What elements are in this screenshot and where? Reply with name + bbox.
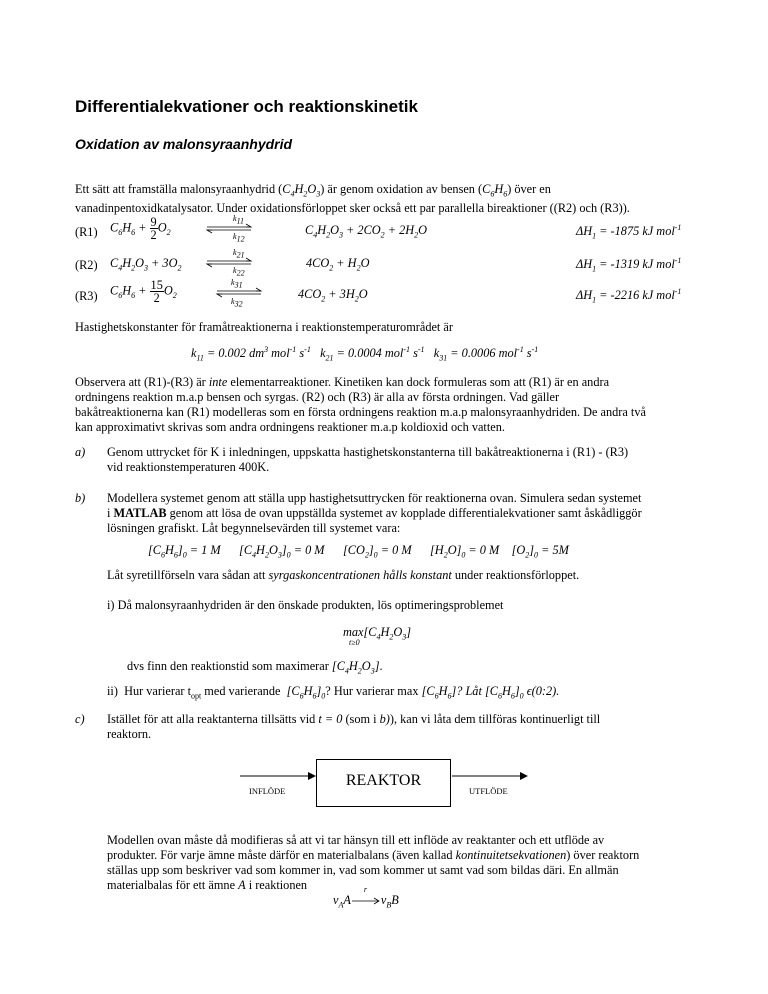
item-c-text: Istället för att alla reaktanterna tillsätts vid t = 0 (som i b)), kan vi låta dem tillföras kontinuerligt till reaktorn. (107, 712, 601, 741)
reaction-label: (R1) (75, 225, 98, 239)
item-b-label: b) (75, 491, 86, 505)
subitem-ii: ii) Hur varierar $t_{opt}$ med varierande $[C_6H_6]_0$? Hur varierar $\max [C_6H_6]$? Låt $[C_6H_6]_0$ ϵ(0:2). (107, 684, 560, 701)
enthalpy-value: $\Delta H_1 = -2216$ kJ mol$^{-1}$ (576, 287, 682, 305)
rate-constant-backward: $k_{32}$ (231, 297, 243, 309)
item-a-text: Genom uttrycket för K i inledningen, uppskatta hastighetskonstanterna till bakåtreaktionerna i (R1) - (R3) vid reaktionstemperaturen 400K. (107, 445, 629, 474)
equilibrium-arrows (205, 216, 255, 240)
reactor-label: REAKTOR (345, 772, 422, 789)
model-paragraph: Modellen ovan måste då modifieras så att vi tar hänsyn till ett inflöde av reaktanter och ett utflöde av produkter. För varje ämne måste därför en materialbalans (även kallad kontinuitetsekvationen) över reaktorn ställas upp som beskriver vad som kommer in, vad som kommer ut samt vad som bildas däri. En allmän materialbalas för ett ämne A i reaktionen (107, 833, 640, 892)
rate-constant-backward: $k_{22}$ (233, 266, 245, 278)
rate-intro: Hastighetskonstanter för framåtreaktionerna i reaktionstemperaturområdet är (75, 320, 453, 334)
reaction-rhs: $4CO_2 + 3H_2O$ (298, 287, 368, 304)
equilibrium-arrows (205, 250, 255, 274)
item-a-label: a) (75, 445, 86, 459)
reaction-lhs: $C_6H_6$ + $\frac{15}{2}$ $O_2$ (110, 278, 177, 305)
rate-constant-forward: $k_{21}$ (233, 248, 245, 260)
section-title: Oxidation av malonsyraanhydrid (75, 136, 293, 152)
intro-paragraph (75, 182, 693, 216)
reaction-lhs: $C_4H_2O_3 + 3O_2$ (110, 256, 182, 273)
general-reaction: $\nu_AA$ r $\nu_BB$ (333, 885, 399, 910)
page-title: Differentialekvationer och reaktionskinetik (75, 97, 418, 116)
subitem-i: i) Då malonsyraanhydriden är den önskade produkten, lös optimeringsproblemet (107, 598, 504, 612)
rate-constant-forward: $k_{11}$ (233, 214, 244, 226)
dvs-line: dvs finn den reaktionstid som maximerar $[C_4H_2O_3]$. (127, 659, 383, 676)
reaction-label: (R2) (75, 258, 98, 272)
reaction-rhs: $C_4H_2O_3 + 2CO_2 + 2H_2O$ (305, 223, 428, 240)
reaction-rhs: $4CO_2 + H_2O$ (306, 256, 370, 273)
outflow-label: UTFLÖDE (469, 786, 508, 796)
optimization-expression: $\max[C_4H_2O_3]$ t≥0 (343, 625, 412, 648)
oxygen-note: Låt syretillförseln vara sådan att syrgaskoncentrationen hålls konstant under reaktionsförloppet. (107, 568, 580, 582)
reactor-box (316, 759, 451, 807)
rate-constants: $k_{11} = 0.002$ $dm^3$ mol$^{-1}$ $s^{-1}$ $k_{21} = 0.0004$ mol$^{-1}$ $s^{-1}$ $k_{31} = 0.0006$ mol$^{-1}$ $s^{-1}$ (191, 345, 539, 363)
reaction-label: (R3) (75, 289, 98, 303)
intro-line-2: vanadinpentoxidkatalysator. Under oxidationsförloppet sker också ett par parallella bireaktioner ((R2) och (R3)). (75, 201, 630, 216)
enthalpy-value: $\Delta H_1 = -1875$ kJ mol$^{-1}$ (576, 223, 682, 241)
item-b-text: Modellera systemet genom att ställa upp hastighetsuttrycken för reaktionerna ovan. Simulera sedan systemet i MATLAB genom att lösa de ovan uppställda systemet av kopplade differentialekvationer samt åskådliggör lösningen grafiskt. Låt begynnelsevärden till systemet vara: (107, 491, 642, 535)
observe-paragraph: Observera att (R1)-(R3) är inte elementarreaktioner. Kinetiken kan dock formuleras som att (R1) är en andra ordningens reaktion m.a.p bensen och syrgas. (R2) och (R3) är alla av första ordningen. Vad gäller bakåtreaktionerna kan (R1) modelleras som en första ordningens reaktion m.a.p malonsyraanhydriden. De andra två kan approximativt skrivas som andra ordningens reaktioner m.a.p koldioxid och vatten. (75, 375, 646, 434)
enthalpy-value: $\Delta H_1 = -1319$ kJ mol$^{-1}$ (576, 256, 682, 274)
reaction-lhs: $C_6H_6$ + $\frac{9}{2}$ $O_2$ (110, 215, 171, 242)
inflow-label: INFLÖDE (249, 786, 286, 796)
item-c-label: c) (75, 712, 85, 726)
rate-constant-forward: $k_{31}$ (231, 278, 243, 290)
initial-values: $[C_6H_6]_0 = 1$ M $[C_4H_2O_3]_0 = 0$ M $[CO_2]_0 = 0$ M $[H_2O]_0 = 0$ M $[O_2]_0 = 5M$ (148, 543, 569, 560)
intro-line-1: Ett sätt att framställa malonsyraanhydrid $(C_4H_2O_3)$ är genom oxidation av bensen $(C_6H_6)$ över en (75, 182, 551, 199)
rate-constant-backward: $k_{12}$ (233, 232, 245, 244)
